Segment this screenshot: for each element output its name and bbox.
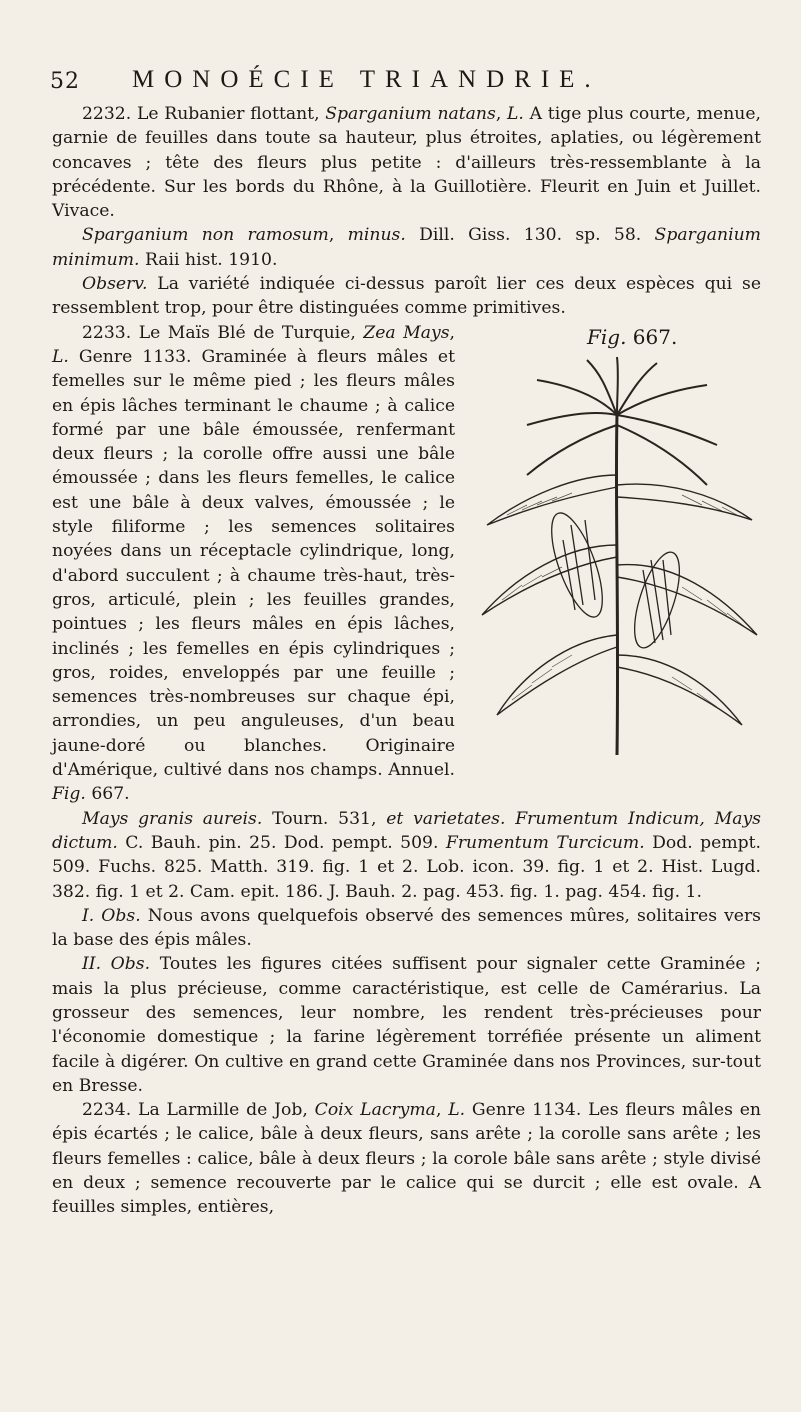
synonyms-2233: Mays granis aureis. Tourn. 531, et varietates. Frumentum Indicum, Mays dictum. C. Bauh. pin. 25. Dod. pempt. 509. Frumentum Turcicum. Dod. pempt. 509. Fuchs. 825. Matth. 319. fig. 1 et 2. Lob. icon. 39. fig. 1 et 2. Hist. Lugd. 382. fig. 1 et 2. Cam. epit. 186. J. Bauh. 2. pag. 453. fig. 1. pag. 454. fig. 1. xyxy=(52,808,761,902)
maize-plant-illustration xyxy=(467,355,767,765)
entry-2234: 2234. La Larmille de Job, Coix Lacryma, L. Genre 1134. Les fleurs mâles en épis écartés ; le calice, bâle à deux fleurs, sans arête ; la corolle sans arête ; les fleurs femelles : calice, bâle à deux fleurs ; la corole bâle sans arête ; style divisé en deux ; semence recouverte par le calice qui se durcit ; elle est ovale. A feuilles simples, entières, xyxy=(52,1100,761,1218)
page-header xyxy=(50,66,761,102)
entry-2232: 2232. Le Rubanier flottant, Sparganium natans, L. A tige plus courte, menue, garnie de feuilles dans toute sa hauteur, plus étroites, aplaties, ou légèrement concaves ; tête des fleurs plus petite : d'ailleurs très-ressemblante à la précédente. Sur les bords du Rhône, à la Guillotière. Fleurit en Juin et Juillet. Vivace. xyxy=(52,104,762,222)
running-title: MONOÉCIE TRIANDRIE. xyxy=(132,66,601,93)
observation-2232: Observ. La variété indiquée ci-dessus paroît lier ces deux espèces qui se ressemblent trop, pour être distinguées comme primitives. xyxy=(52,274,761,319)
synonyms-2232: Sparganium non ramosum, minus. Dill. Giss. 130. sp. 58. Sparganium minimum. Raii hist. 1910. xyxy=(52,225,761,270)
entry-2233: 2233. Le Maïs Blé de Turquie, Zea Mays, L. Genre 1133. Graminée à fleurs mâles et femelles sur le même pied ; les fleurs mâles en épis lâches terminant le chaume ; à calice formé par une bâle émoussée, renfermant deux fleurs ; la corolle offre aussi une bâle émoussée ; dans les fleurs femelles, le calice est une bâle à deux valves, émoussée ; le style filiforme ; les semences solitaires noyées dans un réceptacle cylindrique, long, d'abord succulent ; à chaume très-haut, très-gros, articulé, plein ; les feuilles grandes, pointues ; les fleurs mâles en épis lâches, inclinés ; les femelles en épis cylindriques ; gros, roides, enveloppés par une feuille ; semences très-nombreuses sur chaque épi, arrondies, un peu anguleuses, d'un beau jaune-doré ou blanches. Originaire d'Amérique, cultivé dans nos champs. Annuel. Fig. 667. xyxy=(52,322,455,805)
page-body xyxy=(52,102,761,1220)
maize-stalk xyxy=(616,415,617,755)
maize-leaves xyxy=(482,475,757,725)
figure-667 xyxy=(467,325,767,765)
observation-1: I. Obs. Nous avons quelquefois observé des semences mûres, solitaires vers la base des épis mâles. xyxy=(52,905,762,951)
maize-tassel xyxy=(527,357,717,485)
maize-ears xyxy=(541,507,688,653)
page-number: 52 xyxy=(50,69,80,94)
figure-caption: Fig. 667. xyxy=(587,324,678,349)
observation-2: II. Obs. Toutes les figures citées suffisent pour signaler cette Graminée ; mais la plus précieuse, comme caractéristique, est celle de Camérarius. La grosseur des semences, leur nombre, les rendent très-précieuses pour l'économie domestique ; la farine légèrement torréfiée présente un aliment facile à digérer. On cultive en grand cette Graminée dans nos Provinces, sur-tout en Bresse. xyxy=(52,954,761,1096)
